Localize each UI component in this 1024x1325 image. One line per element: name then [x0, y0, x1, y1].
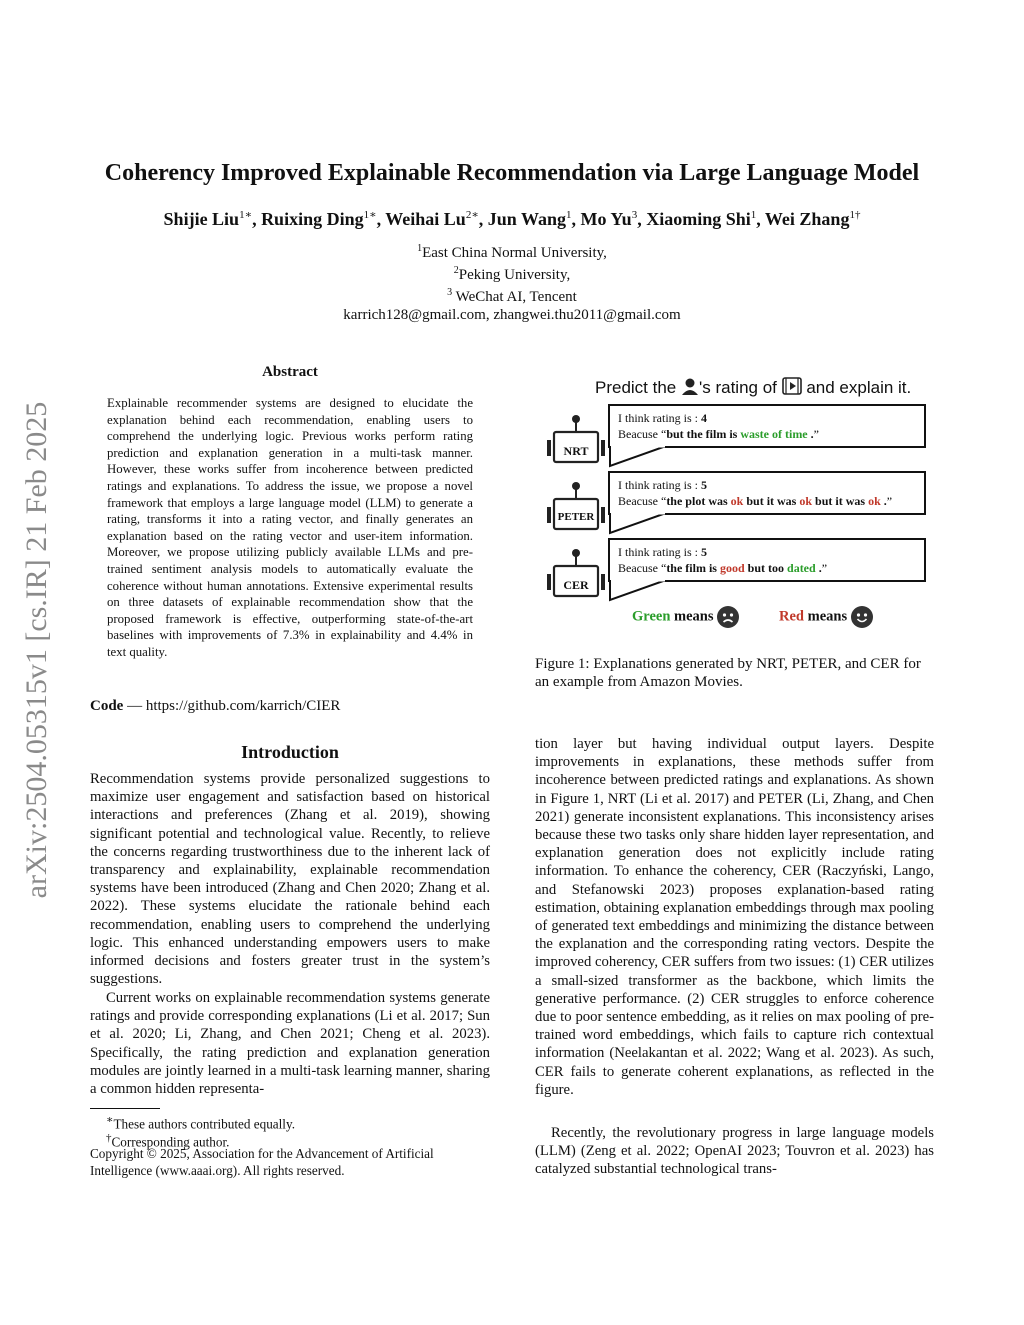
- author-name: Mo Yu$^3$: [580, 209, 638, 229]
- affiliation-1: $^1$East China Normal University,: [417, 243, 607, 261]
- legend-green: Green means: [632, 606, 739, 628]
- paper-title: Coherency Improved Explainable Recommendation via Large Language Model: [104, 160, 920, 186]
- rating-line: I think rating is : 5: [618, 545, 707, 559]
- right-paragraph-1: tion layer but having individual output layers. Despite improvements in explanations, these methods suffer from incoherence between predicted ratings and explanations. As shown in Figure 1, NRT (Li et al. 2017) and PETER (Li, Zhang, and Chen 2021) generate inconsistent explanations. This inconsistency arises because these two tasks only share hidden layer representation, and explanation generation does not explicitly include rating information. To enhance the coherency, CER (Raczyński, Lango, and Stefanowski 2023) proposes explanation-based rating estimation, obtaining explanation embeddings through max pooling of generated text embeddings and minimizing the distance between the explanation and the corresponding rating vectors. Despite the improved coherency, CER suffers from two issues: (1) CER utilizes a small-sized transformer as the backbone, which limits the generative performance. (2) CER struggles to enforce coherence due to poor sentence embedding, as it relies on max pooling of pre-trained word embeddings, which fails to capture rich contextual information (Neelakantan et al. 2022; Wang et al. 2023). As such, CER fails to generate coherent explanations, as reflected in the figure.: [535, 736, 934, 1098]
- abstract-text: Explainable recommender systems are designed to elucidate the explanation behind each recommendation, enabling users to comprehend the underlying logic. Previous works perform rating prediction and explanation generation in a multi-task manner. However, these works suffer from incoherence between predicted ratings and explanations. To address the issue, we propose a novel framework that employs a large language model (LLM) to generate a rating, transforms it into a rating vector, and finally generates an explanation based on the rating vector and user-item information. Moreover, we propose utilizing publicly available LLMs and pre-trained sentiment analysis models to automatically evaluate the coherence without human annotations. Extensive experimental results on three datasets of explainable recommendation show that the proposed framework is effective, outperforming state-of-the-art baselines with improvements of 7.3% in explainability and 4.4% in text quality.: [107, 396, 473, 659]
- movie-icon: [782, 377, 802, 400]
- footnote-1: ∗These authors contributed equally.: [106, 1114, 295, 1132]
- code-link[interactable]: — https://github.com/karrich/CIER: [123, 698, 341, 714]
- author-list: Shijie Liu$^{1∗}$, Ruixing Ding$^{1∗}$, Weihai $Lu^{2∗}$, Jun Wang$^1$, Mo Yu$^3$, Xiaoming Shi$^1$, Wei Zhang$^{1\dagger}$: [163, 209, 861, 229]
- explanation-bubble: [608, 538, 926, 582]
- arxiv-stamp: arXiv:2504.05315v1 [cs.IR] 21 Feb 2025: [20, 401, 53, 899]
- footnote-rule: [90, 1108, 160, 1109]
- affiliations: [0, 240, 1024, 324]
- bubble-tail: [608, 513, 668, 540]
- affiliation-2: $^2$Peking University,: [453, 265, 571, 283]
- footnote-2: †Corresponding author.: [106, 1132, 230, 1150]
- figure-prompt: Predict the 's rating of and explain it.: [595, 377, 911, 400]
- copyright-notice: Copyright © 2025, Association for the Advancement of Artificial Intelligence (www.aaai.org). All rights reserved.: [90, 1146, 434, 1178]
- author-name: Jun Wang$^1$: [487, 209, 572, 229]
- bubble-tail: [608, 580, 668, 607]
- figure-caption: Figure 1: Explanations generated by NRT, PETER, and CER for an example from Amazon Movies.: [535, 656, 921, 690]
- because-line: Beacuse “but the film is waste of time .”: [618, 427, 819, 441]
- author-name: Xiaoming Shi$^1$: [646, 209, 757, 229]
- author-emails: karrich128@gmail.com, zhangwei.thu2011@gmail.com: [343, 307, 681, 323]
- rating-line: I think rating is : 4: [618, 411, 707, 425]
- introduction-heading: Introduction: [241, 742, 339, 762]
- user-icon: [681, 377, 699, 400]
- affiliation-3: $^3$ WeChat AI, Tencent: [447, 287, 577, 305]
- model-label: NRT: [563, 444, 589, 458]
- intro-paragraph-2: Current works on explainable recommendation systems generate ratings and provide corresponding explanations (Li et al. 2017; Sun et al. 2020; Li, Zhang, and Chen 2021; Cheng et al. 2023). Specifically, the rating prediction and explanation generation modules are jointly learned in a multi-task learning manner, sharing a common hidden representa-: [90, 990, 490, 1098]
- code-label: Code: [90, 698, 124, 714]
- right-paragraph-2: Recently, the revolutionary progress in large language models (LLM) (Zeng et al. 2022; OpenAI 2023; Touvron et al. 2023) has catalyzed substantial technological trans-: [535, 1125, 934, 1178]
- rating-line: I think rating is : 5: [618, 478, 707, 492]
- author-name: Shijie Liu$^{1∗}$: [163, 209, 253, 229]
- model-label: CER: [563, 578, 589, 592]
- because-line: Beacuse “the plot was ok but it was ok but it was ok .”: [618, 494, 893, 508]
- legend-red: Red means: [779, 606, 873, 628]
- model-label: PETER: [557, 511, 595, 523]
- author-name: Weihai $Lu^{2∗}$: [385, 209, 479, 229]
- explanation-bubble: [608, 471, 926, 515]
- happy-face-icon: [851, 606, 873, 628]
- author-name: Ruixing Ding$^{1∗}$: [261, 209, 377, 229]
- sad-face-icon: [717, 606, 739, 628]
- intro-paragraph-1: Recommendation systems provide personalized suggestions to maximize user engagement and satisfaction based on historical interactions and preferences (Zhang et al. 2019), showing significant potential and technological value. Recently, to relieve the concerns regarding trustworthiness due to the inherent lack of transparency and explainability, explainable recommendation systems have been introduced (Zhang and Chen 2020; Zhang et al. 2022). These systems elucidate the rationale behind each recommendation, enabling users to comprehend the underlying logic. This enhanced understanding empowers users to make informed decisions and fosters greater trust in the system’s suggestions.: [90, 771, 490, 988]
- bubble-tail: [608, 446, 668, 473]
- abstract-heading: Abstract: [262, 364, 318, 380]
- code-line: [90, 698, 490, 715]
- because-line: Beacuse “the film is good but too dated .”: [618, 561, 828, 575]
- author-name: Wei Zhang$^{1\dagger}$: [764, 209, 861, 229]
- explanation-bubble: [608, 404, 926, 448]
